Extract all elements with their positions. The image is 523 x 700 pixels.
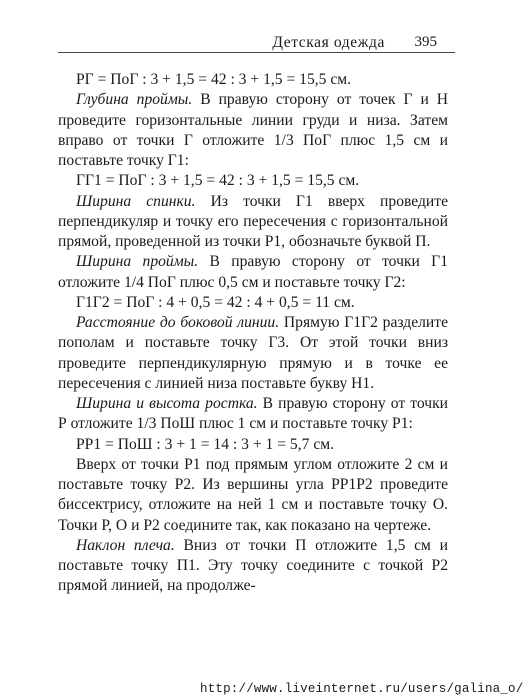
paragraph-rise [58, 394, 448, 435]
paragraph-armhole-width [58, 252, 448, 293]
running-title: Детская одежда [272, 34, 385, 51]
paragraph-text: Из точки Г1 вверх проведите перпендикуляр и точку его пересечения с горизонтальной прямой, проведенной из точки Р1, обозначьте буквой П. [58, 192, 448, 250]
page-header [58, 22, 455, 53]
page-number: 395 [414, 34, 437, 50]
watermark-url: http://www.liveinternet.ru/users/galina_o/ [200, 682, 523, 696]
formula-g1g2: Г1Г2 = ПоГ : 4 + 0,5 = 42 : 4 + 0,5 = 11 см. [76, 293, 355, 311]
paragraph-side-line-distance [58, 313, 448, 394]
paragraph-text: В правую сторону от точки Р отложите 1/3 ПоШ плюс 1 см и поставьте точку Р1: [58, 395, 449, 433]
paragraph-text: В правую сторону от точки Г1 отложите 1/4 ПоГ плюс 0,5 см и поставьте точку Г2: [58, 253, 448, 291]
paragraph-back-width [58, 192, 448, 253]
paragraph-heading: Расстояние до боковой линии. [76, 314, 280, 331]
formula-rg: РГ = ПоГ : 3 + 1,5 = 42 : 3 + 1,5 = 15,5 см. [76, 71, 352, 88]
paragraph-text: Вниз от точки П отложите 1,5 см и поставьте точку П1. Эту точку соедините с точкой Р2 прямой линией, на продолже- [58, 536, 449, 595]
formula-gg1: ГГ1 = ПоГ : 3 + 1,5 = 42 : 3 + 1,5 = 15,5 см. [76, 172, 360, 190]
paragraph-shoulder-slope [58, 536, 448, 597]
page-body [58, 70, 448, 597]
paragraph-heading: Наклон плеча. [76, 536, 175, 554]
paragraph-text: В правую сторону от точек Г и Н проведите горизонтальные линии груди и низа. Затем вправо от точки Г отложите 1/3 ПоГ плюс 1,5 см и поставьте точку Г1: [58, 91, 448, 169]
formula-rr1: РР1 = ПоШ : 3 + 1 = 14 : 3 + 1 = 5,7 см. [76, 435, 335, 453]
paragraph-bisector: Вверх от точки Р1 под прямым углом отложите 2 см и поставьте точку Р2. Из вершины угла РР1Р2 проведите биссектрису, отложите на ней 1 см и поставьте точку О. Точки Р, О и Р2 соедините так, как показано на чертеже. [58, 455, 448, 534]
paragraph-heading: Ширина проймы. [76, 253, 199, 271]
paragraph-heading: Ширина и высота ростка. [76, 395, 258, 412]
paragraph-heading: Глубина проймы. [76, 91, 193, 109]
paragraph-text: Прямую Г1Г2 разделите пополам и поставьте точку Г3. От этой точки вниз проведите перпендикулярную прямую и в точке ее пересечения с линией низа поставьте букву Н1. [58, 314, 448, 392]
paragraph-armhole-depth [58, 90, 448, 171]
paragraph-heading: Ширина спинки. [76, 192, 196, 210]
